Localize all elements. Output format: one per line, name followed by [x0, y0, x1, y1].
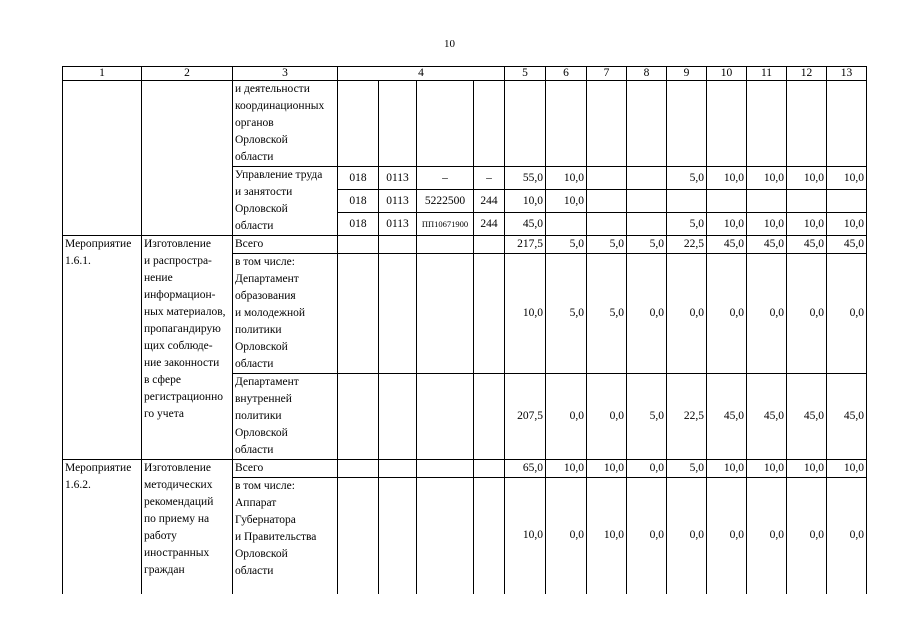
table-cell [627, 190, 667, 213]
header-cell: 5 [505, 67, 546, 81]
table-cell: 018 [338, 190, 379, 213]
table-cell: 0,0 [546, 374, 587, 460]
header-cell: 11 [747, 67, 787, 81]
table-cell [474, 478, 505, 594]
table-cell: 10,0 [827, 460, 867, 478]
table-cell: 5,0 [546, 236, 587, 254]
table-cell: 45,0 [827, 236, 867, 254]
header-cell: 1 [63, 67, 142, 81]
table-cell: 5,0 [587, 254, 627, 374]
table-cell [474, 236, 505, 254]
table-cell [379, 81, 417, 167]
table-cell: 45,0 [827, 374, 867, 460]
table-cell: 0,0 [787, 254, 827, 374]
header-cell: 13 [827, 67, 867, 81]
table-cell [417, 460, 474, 478]
table-cell [787, 81, 827, 167]
header-cell: 6 [546, 67, 587, 81]
table-cell: Департамент внутренней политики Орловской области [233, 374, 338, 460]
table-cell [379, 374, 417, 460]
table-cell: 10,0 [827, 167, 867, 190]
table-cell: 5,0 [667, 460, 707, 478]
table-cell [707, 81, 747, 167]
table-cell: Мероприятие 1.6.1. [63, 236, 142, 460]
table-cell [379, 478, 417, 594]
table-cell: 0,0 [627, 478, 667, 594]
table-cell: 0,0 [627, 254, 667, 374]
table-cell: 10,0 [505, 254, 546, 374]
table-cell [747, 190, 787, 213]
table-cell [417, 81, 474, 167]
table-cell: 10,0 [827, 213, 867, 236]
table-cell [474, 374, 505, 460]
table-cell: 10,0 [587, 478, 627, 594]
table-cell: 45,0 [505, 213, 546, 236]
table-cell: 0,0 [667, 254, 707, 374]
header-cell: 8 [627, 67, 667, 81]
table-cell: Всего [233, 460, 338, 478]
table-cell [417, 374, 474, 460]
table-cell [546, 81, 587, 167]
table-row [63, 81, 905, 167]
table-cell [827, 81, 867, 167]
table-cell [474, 81, 505, 167]
table-cell: 0,0 [627, 460, 667, 478]
table-cell [417, 254, 474, 374]
table-cell [505, 81, 546, 167]
table-cell [627, 81, 667, 167]
header-cell: 2 [142, 67, 233, 81]
table-cell: 217,5 [505, 236, 546, 254]
table-cell: 65,0 [505, 460, 546, 478]
table-cell: 10,0 [787, 167, 827, 190]
table-cell: – [417, 167, 474, 190]
table-cell [417, 236, 474, 254]
table-cell: Изготовление методических рекомендаций по приему на работу иностранных граждан [142, 460, 233, 594]
table-row [63, 460, 905, 478]
table-cell: Всего [233, 236, 338, 254]
table-cell: Управление труда и занятости Орловской области [233, 167, 338, 236]
table-cell [827, 190, 867, 213]
table-cell: 207,5 [505, 374, 546, 460]
table-cell: Изготовление и распростра- нение информацион- ных материалов, пропагандирую щих соблюде- ние законности в сфере регистрационно го учета [142, 236, 233, 460]
table-cell: 5,0 [587, 236, 627, 254]
table-cell: 0,0 [707, 254, 747, 374]
table-cell [667, 81, 707, 167]
table-cell: 22,5 [667, 236, 707, 254]
table-cell: 10,0 [707, 167, 747, 190]
table-cell: 10,0 [505, 478, 546, 594]
table-cell [707, 190, 747, 213]
table-cell: 45,0 [707, 374, 747, 460]
table-cell: 0,0 [827, 254, 867, 374]
table-cell [587, 81, 627, 167]
table-cell: 10,0 [546, 460, 587, 478]
table-cell: 10,0 [587, 460, 627, 478]
header-cell: 9 [667, 67, 707, 81]
table-cell: 45,0 [787, 374, 827, 460]
header-cell: 10 [707, 67, 747, 81]
table-cell: 10,0 [707, 213, 747, 236]
table-cell: 10,0 [787, 460, 827, 478]
table-cell [747, 81, 787, 167]
table-cell: 55,0 [505, 167, 546, 190]
table-cell: 0,0 [827, 478, 867, 594]
table-cell [338, 374, 379, 460]
table-cell: 45,0 [747, 374, 787, 460]
table-cell [587, 213, 627, 236]
table-cell: 018 [338, 167, 379, 190]
table-cell: – [474, 167, 505, 190]
table-cell [546, 213, 587, 236]
table-cell: 10,0 [787, 213, 827, 236]
header-cell: 12 [787, 67, 827, 81]
table-cell [379, 460, 417, 478]
table-cell: 45,0 [747, 236, 787, 254]
table-cell: 10,0 [747, 213, 787, 236]
table-cell: 0113 [379, 167, 417, 190]
table-cell: 0113 [379, 213, 417, 236]
table-cell: 22,5 [667, 374, 707, 460]
table-cell: 244 [474, 213, 505, 236]
table-cell: 10,0 [747, 460, 787, 478]
table-cell: 0113 [379, 190, 417, 213]
table-cell [627, 167, 667, 190]
table-cell: ПП10671900 [417, 213, 474, 236]
table-cell: 10,0 [546, 167, 587, 190]
header-cell: 4 [338, 67, 505, 81]
table-cell [63, 81, 142, 236]
table-cell: 0,0 [667, 478, 707, 594]
header-cell: 3 [233, 67, 338, 81]
table-cell: 5,0 [627, 236, 667, 254]
table-cell: 0,0 [747, 478, 787, 594]
table-cell [142, 81, 233, 236]
table-cell: 0,0 [587, 374, 627, 460]
table-cell: Мероприятие 1.6.2. [63, 460, 142, 594]
table-cell: 0,0 [707, 478, 747, 594]
table-cell: 5,0 [667, 167, 707, 190]
table-cell [338, 460, 379, 478]
table-cell: 10,0 [707, 460, 747, 478]
table-cell [417, 478, 474, 594]
header-cell: 7 [587, 67, 627, 81]
table-cell: 5,0 [627, 374, 667, 460]
table-row [63, 236, 905, 254]
table-cell: в том числе: Аппарат Губернатора и Правительства Орловской области [233, 478, 338, 594]
table-cell: 5,0 [667, 213, 707, 236]
table-cell: 0,0 [787, 478, 827, 594]
table-cell [474, 460, 505, 478]
table-cell: 10,0 [546, 190, 587, 213]
table-cell: 10,0 [505, 190, 546, 213]
table-cell: 45,0 [707, 236, 747, 254]
table-cell [787, 190, 827, 213]
budget-table [62, 66, 905, 594]
table-cell [379, 236, 417, 254]
table-cell [338, 236, 379, 254]
table-cell: 45,0 [787, 236, 827, 254]
table-cell [338, 81, 379, 167]
table-cell: и деятельности координационных органов Орловской области [233, 81, 338, 167]
header-row [63, 67, 905, 81]
table-cell [338, 254, 379, 374]
table-cell: 5,0 [546, 254, 587, 374]
table-cell: 5222500 [417, 190, 474, 213]
table-cell [667, 190, 707, 213]
table-cell: 018 [338, 213, 379, 236]
table-cell [587, 167, 627, 190]
table-cell: в том числе: Департамент образования и молодежной политики Орловской области [233, 254, 338, 374]
table-cell [587, 190, 627, 213]
page-number: 10 [444, 38, 455, 50]
table-cell [338, 478, 379, 594]
table-cell [627, 213, 667, 236]
table-cell: 0,0 [747, 254, 787, 374]
table-cell: 244 [474, 190, 505, 213]
table-cell: 0,0 [546, 478, 587, 594]
table-cell [474, 254, 505, 374]
table-cell: 10,0 [747, 167, 787, 190]
table-cell [379, 254, 417, 374]
